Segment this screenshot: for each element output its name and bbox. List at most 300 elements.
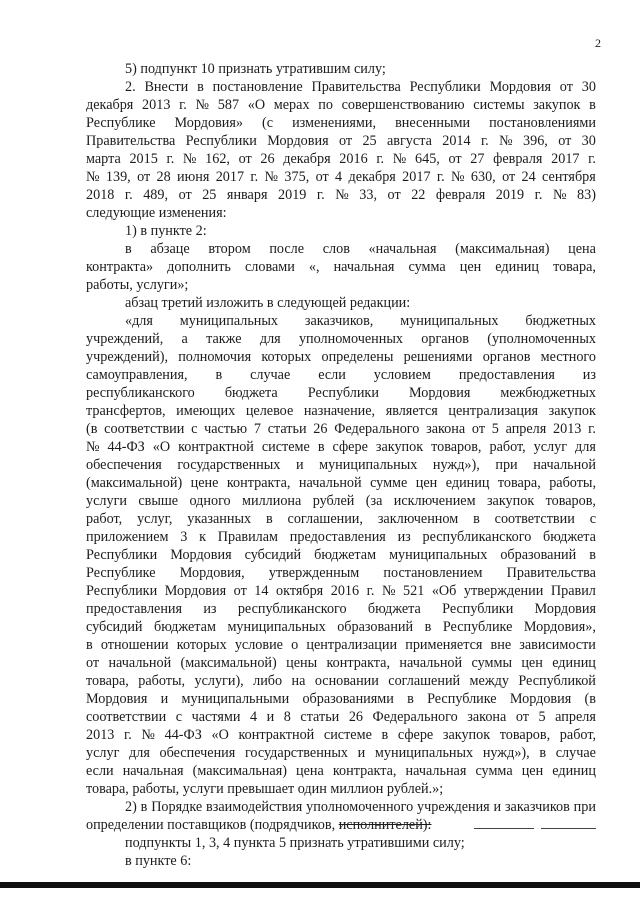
text-word: работ, (86, 511, 123, 527)
text-word: Республике (427, 691, 497, 707)
text-word: и (160, 691, 169, 707)
text-word: миллиона (242, 493, 302, 509)
text-line (86, 744, 596, 762)
text-word: также (206, 331, 242, 347)
text-word: образованиями (302, 691, 394, 707)
text-word: цена (568, 241, 596, 257)
text-word: работы, (549, 475, 596, 491)
text-word: для (129, 745, 150, 761)
text-line (86, 528, 596, 546)
text-word: от (558, 133, 572, 149)
text-word: Правилам (217, 529, 279, 545)
text-word: сфере (397, 727, 434, 743)
text-word: совершенствованию (341, 97, 465, 113)
text-word: к (199, 529, 206, 545)
text-word: самоуправления, (86, 367, 188, 383)
text-line (86, 96, 596, 114)
text-line (86, 474, 596, 492)
text-word: 44-ФЗ (164, 727, 202, 743)
text-line (125, 78, 596, 96)
text-word: 2019 (495, 187, 525, 203)
text-word: заключенном (377, 511, 459, 527)
text-word: г. (588, 421, 596, 437)
text-word: постановление (212, 79, 303, 95)
text-word: 630, (470, 169, 496, 185)
text-word: 25 (362, 133, 377, 149)
text-word: 33, (359, 187, 378, 203)
text-word: (максимальная) (455, 241, 550, 257)
text-word: от (86, 655, 100, 671)
text-word: в (473, 511, 480, 527)
text-word: в (215, 367, 223, 383)
text-line (86, 330, 596, 348)
text-word: 4 (249, 709, 258, 725)
text-line (86, 132, 596, 150)
text-word: 2013 (142, 97, 171, 113)
text-line (86, 402, 596, 420)
text-line (86, 114, 596, 132)
text-word: начальной (399, 655, 463, 671)
text-word: вне (490, 637, 512, 653)
text-word: централизации (306, 637, 398, 653)
text-word: (максимальная) (192, 763, 287, 779)
text-word: 8 (283, 709, 291, 725)
text-word: начальной (533, 457, 596, 473)
text-word: соответствии (104, 421, 185, 437)
text-word: услуги), (194, 673, 244, 689)
text-line (86, 492, 596, 510)
text-word: «, (308, 259, 320, 275)
text-word: учреждений), (86, 349, 168, 365)
text-word: для (259, 331, 281, 347)
page-number: 2 (595, 36, 601, 50)
text-line (86, 564, 596, 582)
text-word: от (387, 187, 401, 203)
text-word: г. (250, 169, 259, 185)
text-word: имеющих (176, 403, 236, 419)
text-word: г. (179, 97, 187, 113)
text-word: 27 (470, 151, 485, 167)
text-word: абзаце (150, 241, 190, 257)
text-word: 489, (143, 187, 169, 203)
text-word: рублей (312, 493, 355, 509)
text-word: и (266, 709, 275, 725)
text-word: целевое (245, 403, 294, 419)
text-word: 587 (217, 97, 240, 113)
text-word: «Об (431, 583, 457, 599)
text-word: 7 (253, 421, 261, 437)
text-word: г. (436, 169, 445, 185)
text-word: закона (467, 709, 507, 725)
text-word: утверждении (463, 583, 544, 599)
text-word: Правительства (506, 565, 596, 581)
text-word: исключением (393, 493, 476, 509)
text-word: предоставления (289, 529, 386, 545)
text-word: «для (125, 313, 153, 329)
text-word: муниципальных (389, 547, 488, 563)
text-word: услуги (86, 493, 127, 509)
text-word: бюджета (543, 529, 596, 545)
text-word: соответствии (494, 511, 575, 527)
text-word: № (335, 187, 349, 203)
text-word: Республики (86, 583, 158, 599)
text-word: апреля (555, 709, 596, 725)
text-word: Мордовия (489, 79, 551, 95)
text-word: (с (262, 115, 274, 131)
text-line: 1) в пункте 2: (125, 223, 207, 239)
text-line (86, 582, 596, 600)
text-word: от (448, 151, 462, 167)
scan-edge-bar (0, 882, 640, 888)
underline-rule (474, 828, 534, 829)
text-word: Мордовия», (523, 619, 596, 635)
text-word: услуг (533, 439, 568, 455)
text-word: Мордовия (267, 133, 329, 149)
text-word: приложением (86, 529, 169, 545)
text-word: единиц (495, 259, 539, 275)
text-line: абзац третий изложить в следующей редакции: (125, 295, 411, 311)
text-word: указанных (187, 511, 252, 527)
text-word: закупок (533, 97, 581, 113)
text-word: июня (177, 169, 210, 185)
text-word: 26 (313, 421, 328, 437)
text-word: частью (204, 421, 248, 437)
text-word: единиц (552, 655, 596, 671)
text-word: которых (261, 349, 312, 365)
text-word: с (191, 421, 198, 437)
text-word: Республикой (518, 673, 596, 689)
text-word: слов (322, 241, 350, 257)
text-word: 162, (205, 151, 230, 167)
text-word: работы, (138, 673, 186, 689)
text-line (86, 366, 596, 384)
text-word: контракта, (332, 763, 397, 779)
text-word: учреждения (417, 799, 490, 815)
text-word: Мордовия» (174, 115, 244, 131)
text-word: по (318, 97, 333, 113)
text-word: (в (584, 691, 596, 707)
text-word: республиканского (86, 385, 195, 401)
text-line: подпункты 1, 3, 4 пункта 5 признать утратившими силу; (125, 835, 465, 851)
text-word: уполномоченного (306, 799, 414, 815)
text-word: начальная (405, 763, 467, 779)
text-word: и (357, 745, 366, 761)
text-line (86, 618, 596, 636)
text-word: 521 (403, 583, 425, 599)
text-word: в (407, 691, 414, 707)
text-word: г. (366, 583, 375, 599)
text-word: полномочия (178, 349, 252, 365)
text-word: сумма (408, 259, 446, 275)
text-word: условие (234, 637, 283, 653)
text-word: Порядке (151, 799, 203, 815)
text-word: товаров, (431, 439, 482, 455)
text-word: 25 (202, 187, 217, 203)
text-word: «О (211, 727, 229, 743)
text-line: товара, работы, услуги превышает один миллион рублей.»; (86, 781, 444, 797)
text-word: статьи (300, 709, 340, 725)
text-word: системе (261, 439, 310, 455)
text-word: Мордовия (408, 385, 471, 401)
text-word: муниципальных (179, 313, 279, 329)
text-word: № (392, 151, 407, 167)
text-word: контрактной (238, 727, 315, 743)
text-word: отношении (100, 637, 169, 653)
text-word: (максимальной) (180, 655, 277, 671)
text-word: 2014 (442, 133, 471, 149)
text-line (86, 600, 596, 618)
text-word: решениями (403, 349, 473, 365)
text-line (86, 510, 596, 528)
text-word: утвержденным (268, 565, 360, 581)
text-word: цен (521, 763, 544, 779)
text-word: республиканского (422, 529, 532, 545)
text-word: № (451, 169, 465, 185)
text-line (86, 672, 596, 690)
text-word: обеспечения (159, 745, 236, 761)
text-word: 396, (523, 133, 548, 149)
text-word: Мордовия (534, 601, 596, 617)
text-word: если (318, 367, 346, 383)
text-word: «начальная (368, 241, 437, 257)
text-word: 2019 (278, 187, 307, 203)
text-word: сумме (370, 475, 408, 491)
text-word: назначение, (303, 403, 376, 419)
text-word: марта (86, 151, 121, 167)
text-word: а (181, 331, 188, 347)
text-word: бюджетных (525, 313, 596, 329)
text-word: с (589, 511, 596, 527)
text-word: муниципальных (400, 313, 499, 329)
text-word: Республики (185, 133, 257, 149)
text-word: Республике (86, 565, 156, 581)
text-word: г. (316, 187, 325, 203)
text-word: (максимальной) (86, 475, 183, 491)
text-word: от (238, 151, 252, 167)
text-word: муниципальных (227, 619, 326, 635)
text-word: 3 (180, 529, 188, 545)
text-word: закупок (375, 439, 424, 455)
text-word: из (203, 601, 217, 617)
text-word: после (269, 241, 305, 257)
text-word: цен (415, 475, 438, 491)
text-word: в (539, 745, 547, 761)
text-word: частями (191, 709, 241, 725)
text-word: № (182, 151, 197, 167)
text-word: предоставления (458, 367, 555, 383)
text-word: декабря (348, 169, 396, 185)
text-word: единиц (445, 475, 490, 491)
text-word: г. (376, 151, 385, 167)
text-word: при (573, 799, 596, 815)
text-word: если (86, 763, 114, 779)
text-word: бюджета (367, 601, 421, 617)
text-word: августа (386, 133, 432, 149)
text-word: втором (208, 241, 251, 257)
text-word: либо (253, 673, 283, 689)
text-word: Правительства (311, 79, 401, 95)
text-line (86, 456, 596, 474)
text-line (86, 762, 596, 780)
text-word: закупок (548, 403, 596, 419)
text-word: Республики (86, 547, 158, 563)
text-word: бюджетам (314, 547, 377, 563)
text-word: г. (588, 151, 596, 167)
text-word: изменениями, (292, 115, 377, 131)
text-word: суммы (471, 655, 512, 671)
text-word: субсидий (244, 547, 302, 563)
text-word: контракта, (226, 475, 291, 491)
text-word: 26 (260, 151, 275, 167)
text-word: декабря (86, 97, 134, 113)
text-line: работы, услуги»; (86, 277, 189, 293)
text-word: начальная (333, 259, 395, 275)
text-word: постановлением (383, 565, 483, 581)
text-word: является (385, 403, 438, 419)
text-word: апреля (505, 421, 547, 437)
text-word: № (141, 727, 155, 743)
text-word: 2016 (339, 151, 368, 167)
text-word: Внести (144, 79, 189, 95)
text-word: 375, (284, 169, 310, 185)
text-word: при (495, 457, 518, 473)
text-line (86, 636, 596, 654)
text-word: учреждений, (86, 331, 164, 347)
text-word: работ, (489, 439, 526, 455)
text-line (125, 240, 596, 258)
text-word: цене (190, 475, 219, 491)
text-word: закупок (442, 727, 491, 743)
text-word: от (471, 421, 486, 437)
text-word: № (552, 187, 567, 203)
text-word: г. (124, 727, 132, 743)
text-line (86, 654, 596, 672)
text-word: декабря (283, 151, 331, 167)
text-word: февраля (493, 151, 543, 167)
text-word: в (317, 439, 325, 455)
text-word: условием (373, 367, 431, 383)
text-word: Мордовия (170, 547, 232, 563)
text-word: от (338, 133, 353, 149)
text-line (86, 258, 596, 276)
text-word: цена (296, 763, 324, 779)
text-word: мерах (273, 97, 310, 113)
text-word: случае (555, 745, 596, 761)
text-word: начальная (122, 763, 184, 779)
text-word: 26 (348, 709, 363, 725)
text-word: между (469, 673, 509, 689)
text-word: Мордовия (86, 691, 148, 707)
text-line (86, 816, 431, 834)
text-word: 30 (581, 133, 596, 149)
text-word: государственных (177, 457, 281, 473)
text-word: от (502, 169, 516, 185)
text-word: соглашений (388, 673, 461, 689)
text-word: г. (480, 133, 489, 149)
text-word: с (175, 709, 183, 725)
text-word: соответствии (86, 709, 167, 725)
text-word: системе (323, 727, 372, 743)
text-word: 2013 (86, 727, 115, 743)
text-word: муниципальных (319, 457, 418, 473)
text-word: внесенными (395, 115, 471, 131)
text-word: соглашении, (287, 511, 363, 527)
text-line: в пункте 6: (125, 853, 192, 869)
text-word: от (315, 169, 329, 185)
text-word: и (493, 799, 502, 815)
text-line (86, 438, 596, 456)
text-word: Мордовия (509, 691, 572, 707)
text-line (86, 150, 596, 168)
text-word: 2016 (330, 583, 360, 599)
text-word: от (515, 709, 529, 725)
text-word: 2017 (551, 151, 580, 167)
text-word: 2018 (86, 187, 115, 203)
text-word: случае (250, 367, 291, 383)
text-word: заказчиков, (304, 313, 374, 329)
text-word: 30 (581, 79, 596, 95)
text-line (86, 546, 596, 564)
text-word: Республики (307, 385, 379, 401)
text-word: февраля (435, 187, 486, 203)
text-word: Федерального (334, 421, 420, 437)
text-word: товаров, (499, 727, 551, 743)
text-line (86, 708, 596, 726)
text-word: в (140, 799, 148, 815)
text-word: Мордовия, (179, 565, 245, 581)
text-word: № (499, 133, 513, 149)
text-word: в (589, 97, 596, 113)
text-word: 14 (254, 583, 269, 599)
text-word: октября (276, 583, 324, 599)
text-word: Республике (442, 619, 513, 635)
text-word: закупок (486, 493, 535, 509)
text-word: 24 (521, 169, 536, 185)
text-word: Федерального (372, 709, 458, 725)
text-word: контрактной (178, 439, 254, 455)
text-word: единиц (552, 763, 596, 779)
text-word: 5 (491, 421, 499, 437)
text-word: одного (189, 493, 231, 509)
text-word: из (397, 529, 411, 545)
text-word: «О (247, 97, 266, 113)
text-word: контракта, (326, 655, 391, 671)
text-word: сумма (475, 763, 513, 779)
text-word: № (86, 169, 100, 185)
text-word: в (424, 619, 432, 635)
text-word: органов (482, 349, 531, 365)
text-word: муниципальных (374, 745, 474, 761)
text-line: 5) подпункт 10 признать утратившим силу; (125, 61, 386, 77)
text-word: бюджетам (154, 619, 216, 635)
text-line (86, 726, 596, 744)
text-word: 4 (335, 169, 343, 185)
text-word: Республики (409, 79, 481, 95)
text-word: в (265, 511, 273, 527)
text-word: в (197, 79, 204, 95)
text-word: свыше (138, 493, 179, 509)
text-word: января (226, 187, 268, 203)
text-word: нужд»), (432, 457, 480, 473)
text-word: от (233, 583, 247, 599)
text-word: от (178, 187, 192, 203)
text-line (86, 384, 596, 402)
text-word: Мордовия (164, 583, 227, 599)
text-word: Правил (550, 583, 596, 599)
text-word: Республике (86, 115, 156, 131)
text-word: уполномоченных (298, 331, 403, 347)
text-word: (уполномоченных (487, 331, 596, 347)
